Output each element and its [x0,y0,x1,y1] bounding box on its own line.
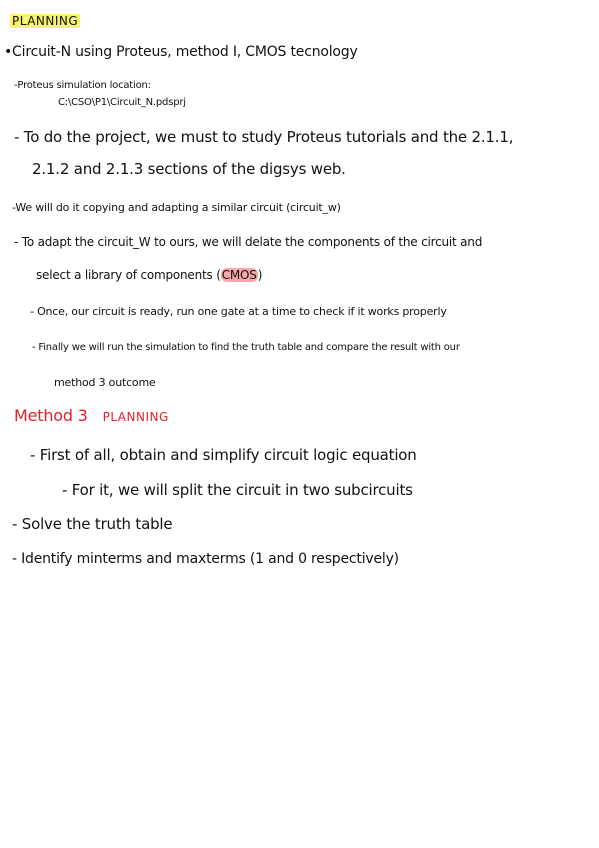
note-line-copying: -We will do it copying and adapting a similar circuit (circuit_w) [12,201,341,214]
note-line-first: - First of all, obtain and simplify circuit logic equation [30,446,417,464]
note-line-adapt: - To adapt the circuit_W to ours, we will delate the components of the circuit and [14,235,483,249]
note-line-study: - To do the project, we must to study Proteus tutorials and the 2.1.1, [14,128,514,146]
note-line-sim-location: -Proteus simulation location: [14,80,151,91]
note-line-split: - For it, we will split the circuit in two subcircuits [62,481,413,499]
note-line-library [36,268,262,282]
library-text: select a library of components ( [36,268,221,282]
note-line-finally: - Finally we will run the simulation to find the truth table and compare the result with our [32,342,460,353]
planning-heading-text: PLANNING [12,14,79,28]
note-line-sim-path: C:\CSO\P1\Circuit_N.pdsprj [58,97,186,108]
note-line-minterms: - Identify minterms and maxterms (1 and 0 respectively) [12,551,399,567]
method-planning-text: PLANNING [102,410,169,424]
planning-heading [10,14,80,28]
note-line-run-gate: - Once, our circuit is ready, run one gate at a time to check if it works properly [30,305,447,318]
library-close-paren: ) [257,268,263,282]
cmos-highlight: CMOS [221,268,257,282]
note-line-truth-table: - Solve the truth table [12,515,173,533]
note-line-circuit: •Circuit-N using Proteus, method I, CMOS tecnology [4,44,358,60]
method-heading-text: Method 3 [14,406,88,425]
note-line-sections: 2.1.2 and 2.1.3 sections of the digsys web. [32,160,346,178]
note-line-outcome: method 3 outcome [54,376,156,389]
method-heading [14,406,169,425]
